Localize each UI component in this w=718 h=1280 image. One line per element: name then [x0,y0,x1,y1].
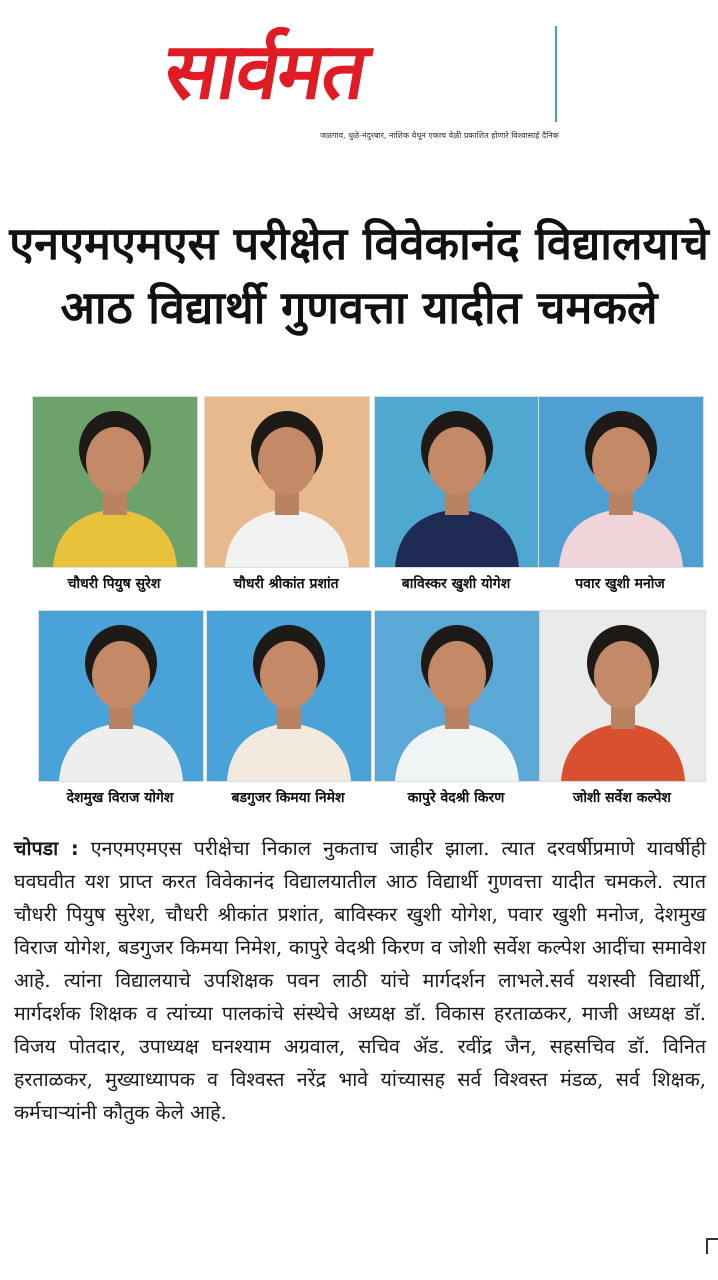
portrait-shirt [395,509,519,567]
portrait-silhouette [541,611,705,781]
portrait-face [592,427,650,495]
portrait-silhouette [39,611,203,781]
student-photo [374,610,540,782]
student-name: पवार खुशी मनोज [575,576,665,592]
student-photo [32,396,198,568]
portrait-shirt [559,509,683,567]
portrait-shirt [53,509,177,567]
student-name: देशमुख विराज योगेश [66,790,174,806]
article-body [14,832,706,1129]
newspaper-logo: सार्वमत [158,27,374,117]
student-photo [540,610,706,782]
portrait-face [428,641,486,709]
portrait-shirt [227,723,351,781]
portrait-silhouette [33,397,197,567]
headline-line-1: एनएमएमएस परीक्षेत विवेकानंद विद्यालयाचे [9,217,709,270]
student-name: बडगुजर किमया निमेश [231,790,345,806]
student-name: बाविस्कर खुशी योगेश [401,576,511,592]
student-name: चौधरी पियुष सुरेश [67,576,161,592]
student-photo [206,610,372,782]
crop-corner-mark [706,1238,718,1254]
student-photo [374,396,540,568]
portrait-face [428,427,486,495]
portrait-face [594,641,652,709]
portrait-shirt [59,723,183,781]
student-name: जोशी सर्वेश कल्पेश [573,790,671,806]
portrait-face [258,427,316,495]
portrait-face [86,427,144,495]
portrait-shirt [561,723,685,781]
student-photo [38,610,204,782]
portrait-silhouette [375,397,539,567]
student-photo [204,396,370,568]
portrait-silhouette [539,397,703,567]
article-dateline: चोपडा : [14,837,79,860]
newspaper-masthead [160,18,560,148]
student-photo [538,396,704,568]
portrait-silhouette [205,397,369,567]
masthead-divider [555,26,557,122]
student-name: चौधरी श्रीकांत प्रशांत [233,576,339,592]
portrait-silhouette [375,611,539,781]
portrait-face [92,641,150,709]
article-headline [0,212,718,340]
portrait-silhouette [207,611,371,781]
portrait-face [260,641,318,709]
article-text: एनएमएमएस परीक्षेचा निकाल नुकताच जाहीर झाला. त्यात दरवर्षीप्रमाणे यावर्षीही घवघवीत यश प्राप्त करत विवेकानंद विद्यालयातील आठ विद्यार्थी गुणवत्ता यादीत चमकले. त्यात चौधरी पियुष सुरेश, चौधरी श्रीकांत प्रशांत, बाविस्कर खुशी योगेश, पवार खुशी मनोज, देशमुख विराज योगेश, बडगुजर किमया निमेश, कापुरे वेदश्री किरण व जोशी सर्वेश कल्पेश आदींचा समावेश आहे. त्यांना विद्यालयाचे उपशिक्षक पवन लाठी यांचे मार्गदर्शन लाभले.सर्व यशस्वी विद्यार्थी, मार्गदर्शक शिक्षक व त्यांच्या पालकांचे संस्थेचे अध्यक्ष डॉ. विकास हरताळकर, माजी अध्यक्ष डॉ. विजय पोतदार, उपाध्यक्ष घनश्याम अग्रवाल, सचिव ॲड. रवींद्र जैन, सहसचिव डॉ. विनित हरताळकर, मुख्याध्यापक व विश्वस्त नरेंद्र भावे यांच्यासह सर्व विश्वस्त मंडळ, सर्व शिक्षक, कर्मचाऱ्यांनी कौतुक केले आहे. [14,837,706,1124]
student-name: कापुरे वेदश्री किरण [407,790,505,806]
portrait-shirt [225,509,349,567]
headline-line-2: आठ विद्यार्थी गुणवत्ता यादीत चमकले [60,281,658,334]
masthead-tagline: जळगाव, धुळे-नंदुरबार, नाशिक येथून एकाच वेळी प्रकाशित होणारे विश्वासार्ह दैनिक [320,131,559,140]
portrait-shirt [395,723,519,781]
